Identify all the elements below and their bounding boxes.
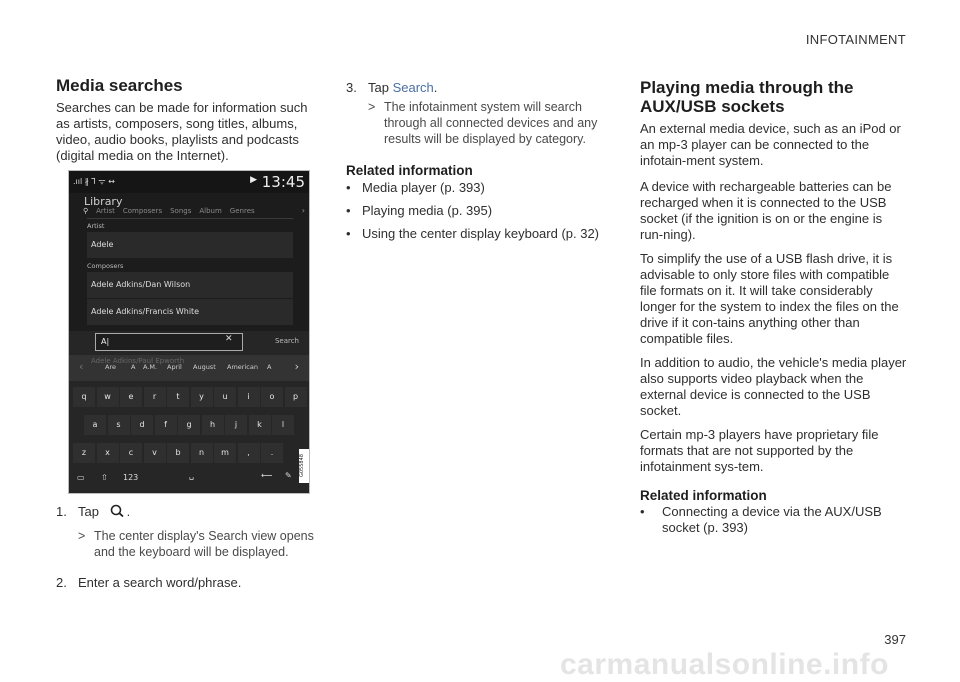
- chevron-right-icon[interactable]: ›: [301, 206, 305, 215]
- key-row1-8[interactable]: o: [261, 387, 283, 407]
- key-row3-1[interactable]: x: [97, 443, 119, 463]
- section-title: Media searches: [56, 76, 183, 95]
- page-number: 397: [884, 632, 906, 647]
- status-icons: .ııl ∦ ⅂ ᯤ ↔: [73, 177, 115, 186]
- key-row1-7[interactable]: i: [238, 387, 260, 407]
- key-row3-2[interactable]: c: [120, 443, 142, 463]
- ghost-suggestion: Adele Adkins/Paul Epworth: [91, 357, 185, 365]
- tab-songs[interactable]: Songs: [170, 207, 192, 215]
- tab-composers[interactable]: Composers: [122, 207, 163, 215]
- key-row1-4[interactable]: t: [167, 387, 189, 407]
- clear-icon[interactable]: ✕: [225, 334, 233, 344]
- space-key[interactable]: ␣: [189, 471, 195, 480]
- tab-genres[interactable]: Genres: [229, 207, 255, 215]
- step-text: Enter a search word/phrase.: [78, 575, 242, 590]
- suggestion-word[interactable]: A: [267, 363, 272, 371]
- section-artist-label: Artist: [87, 222, 105, 230]
- key-row3-6[interactable]: m: [214, 443, 236, 463]
- key-row3-3[interactable]: v: [144, 443, 166, 463]
- key-row2-5[interactable]: h: [202, 415, 224, 435]
- step-text: Tap .: [78, 504, 131, 519]
- step-number: 3.: [346, 80, 357, 95]
- aux-usb-section: Playing media through the AUX/USB sockets An external media device, such as an iPod or an mp-3 player can be connected to the infotain-ment system. A device with rechargeable batteries can be recharged when it is connected to the USB socket (if the ignition is on or the engine is run-ning). To simplify the use of a USB flash drive, it is advisable to only store files with compatible file formats on it. It will take considerably longer for the system to index the files on the drive if it con-tains anything other than compatible files. In addition to audio, the vehicle's media player also supports video playback when the external device is connected to the USB socket. Certain mp-3 players have proprietary file formats that are not supported by the infotainment sys-tem. Related information • Connecting a device via the AUX/USB socket (p. 393): [640, 78, 907, 535]
- key-row2-1[interactable]: s: [108, 415, 130, 435]
- paragraph: Certain mp-3 players have proprietary file formats that are not supported by the infotainment sys-tem.: [640, 427, 879, 474]
- key-row1-1[interactable]: w: [97, 387, 119, 407]
- steps-col1: [56, 504, 318, 591]
- suggestion-word[interactable]: A: [131, 363, 136, 371]
- related-information-title: Related information: [640, 488, 767, 503]
- key-row3-7[interactable]: ,: [238, 443, 260, 463]
- key-row3-0[interactable]: z: [73, 443, 95, 463]
- suggestion-word[interactable]: Are: [105, 363, 116, 371]
- key-row2-8[interactable]: l: [272, 415, 294, 435]
- key-row1-9[interactable]: p: [285, 387, 307, 407]
- intro-paragraph: An external media device, such as an iPod or an mp-3 player can be connected to the infotain-ment system.: [640, 121, 901, 168]
- related-link[interactable]: Playing media (p. 395): [362, 203, 493, 218]
- section-composers-label: Composers: [87, 262, 124, 270]
- intro-paragraph: Searches can be made for information such as artists, composers, song titles, albums, video, audio books, playlists and podcasts (digital media on the Internet).: [56, 100, 308, 163]
- steps-col2: 3. Tap Search. > The infotainment system will search through all connected devices and any results will be displayed by category. Related information • Media player (p. 393) • Playing media (p. 395) • Using the center display keyboard (p. 32): [346, 80, 606, 249]
- suggestion-word[interactable]: A.M.: [143, 363, 158, 371]
- suggestion-word[interactable]: August: [193, 363, 216, 371]
- related-link[interactable]: Media player (p. 393): [362, 180, 485, 195]
- media-searches-section: [56, 76, 318, 164]
- key-row2-4[interactable]: g: [178, 415, 200, 435]
- paragraph: In addition to audio, the vehicle's media player also supports video playback when the external device is connected to the USB socket.: [640, 355, 907, 418]
- figure-serial: G055848: [299, 449, 309, 483]
- key-row3-8[interactable]: .: [261, 443, 283, 463]
- section-title: Playing media through the AUX/USB sockets: [640, 78, 854, 116]
- key-row2-0[interactable]: a: [84, 415, 106, 435]
- step-result: The infotainment system will search through all connected devices and any results will be displayed by category.: [384, 100, 598, 146]
- key-row1-3[interactable]: r: [144, 387, 166, 407]
- key-row2-3[interactable]: f: [155, 415, 177, 435]
- watermark: carmanualsonline.info: [560, 648, 889, 681]
- key-row1-2[interactable]: e: [120, 387, 142, 407]
- key-row2-6[interactable]: j: [225, 415, 247, 435]
- chevron-left-icon[interactable]: ‹: [79, 360, 84, 373]
- related-link[interactable]: Using the center display keyboard (p. 32): [362, 226, 600, 241]
- result-row-composer-2[interactable]: Adele Adkins/Francis White: [87, 299, 293, 325]
- clock: 13:45: [261, 173, 305, 191]
- key-row3-5[interactable]: n: [191, 443, 213, 463]
- search-input[interactable]: A|: [95, 333, 243, 351]
- key-row2-7[interactable]: k: [249, 415, 271, 435]
- result-arrow: >: [368, 100, 376, 114]
- handwriting-icon[interactable]: ✎: [285, 471, 292, 480]
- paragraph: A device with rechargeable batteries can be recharged when it is connected to the USB socket (if the ignition is on or the engine is run-ning).: [640, 179, 892, 242]
- search-keyword: Search: [392, 80, 434, 95]
- key-row1-6[interactable]: u: [214, 387, 236, 407]
- keyboard-hide-icon[interactable]: ▭: [77, 473, 85, 482]
- numbers-key[interactable]: 123: [123, 473, 139, 482]
- key-row1-0[interactable]: q: [73, 387, 95, 407]
- center-display-screenshot: [68, 170, 310, 494]
- library-title: Library: [84, 195, 123, 208]
- search-tab-icon[interactable]: ⚲: [83, 207, 89, 215]
- result-arrow: >: [78, 529, 86, 543]
- related-information-title: Related information: [346, 163, 473, 178]
- related-link[interactable]: Connecting a device via the AUX/USB socket (p. 393): [662, 504, 882, 535]
- step-result: The center display's Search view opens and the keyboard will be displayed.: [94, 529, 314, 559]
- library-tabs: [83, 207, 255, 215]
- search-icon: [109, 504, 127, 518]
- tab-artist[interactable]: Artist: [96, 207, 115, 215]
- chevron-right-icon[interactable]: ›: [294, 360, 299, 373]
- key-row3-4[interactable]: b: [167, 443, 189, 463]
- play-icon: ▶: [250, 175, 257, 185]
- result-row-composer-1[interactable]: Adele Adkins/Dan Wilson: [87, 272, 293, 298]
- shift-icon[interactable]: ⇧: [101, 473, 108, 482]
- suggestion-word[interactable]: April: [167, 363, 182, 371]
- suggestion-word[interactable]: American: [227, 363, 258, 371]
- step-text: Tap Search.: [368, 80, 438, 95]
- section-header: INFOTAINMENT: [805, 32, 906, 47]
- search-button[interactable]: Search: [274, 337, 299, 345]
- result-row-adele[interactable]: Adele: [87, 232, 293, 258]
- divider: [87, 218, 293, 219]
- tab-album[interactable]: Album: [199, 207, 222, 215]
- step-number: 1.: [56, 504, 67, 519]
- key-row2-2[interactable]: d: [131, 415, 153, 435]
- backspace-icon[interactable]: ⟵: [261, 471, 273, 480]
- key-row1-5[interactable]: y: [191, 387, 213, 407]
- step-number: 2.: [56, 575, 67, 590]
- paragraph: To simplify the use of a USB flash drive, it is advisable to only store files with compatible file formats on it. It will take considerably longer for the system to index the files on the drive if it con-tains anything other than compatible files.: [640, 251, 899, 346]
